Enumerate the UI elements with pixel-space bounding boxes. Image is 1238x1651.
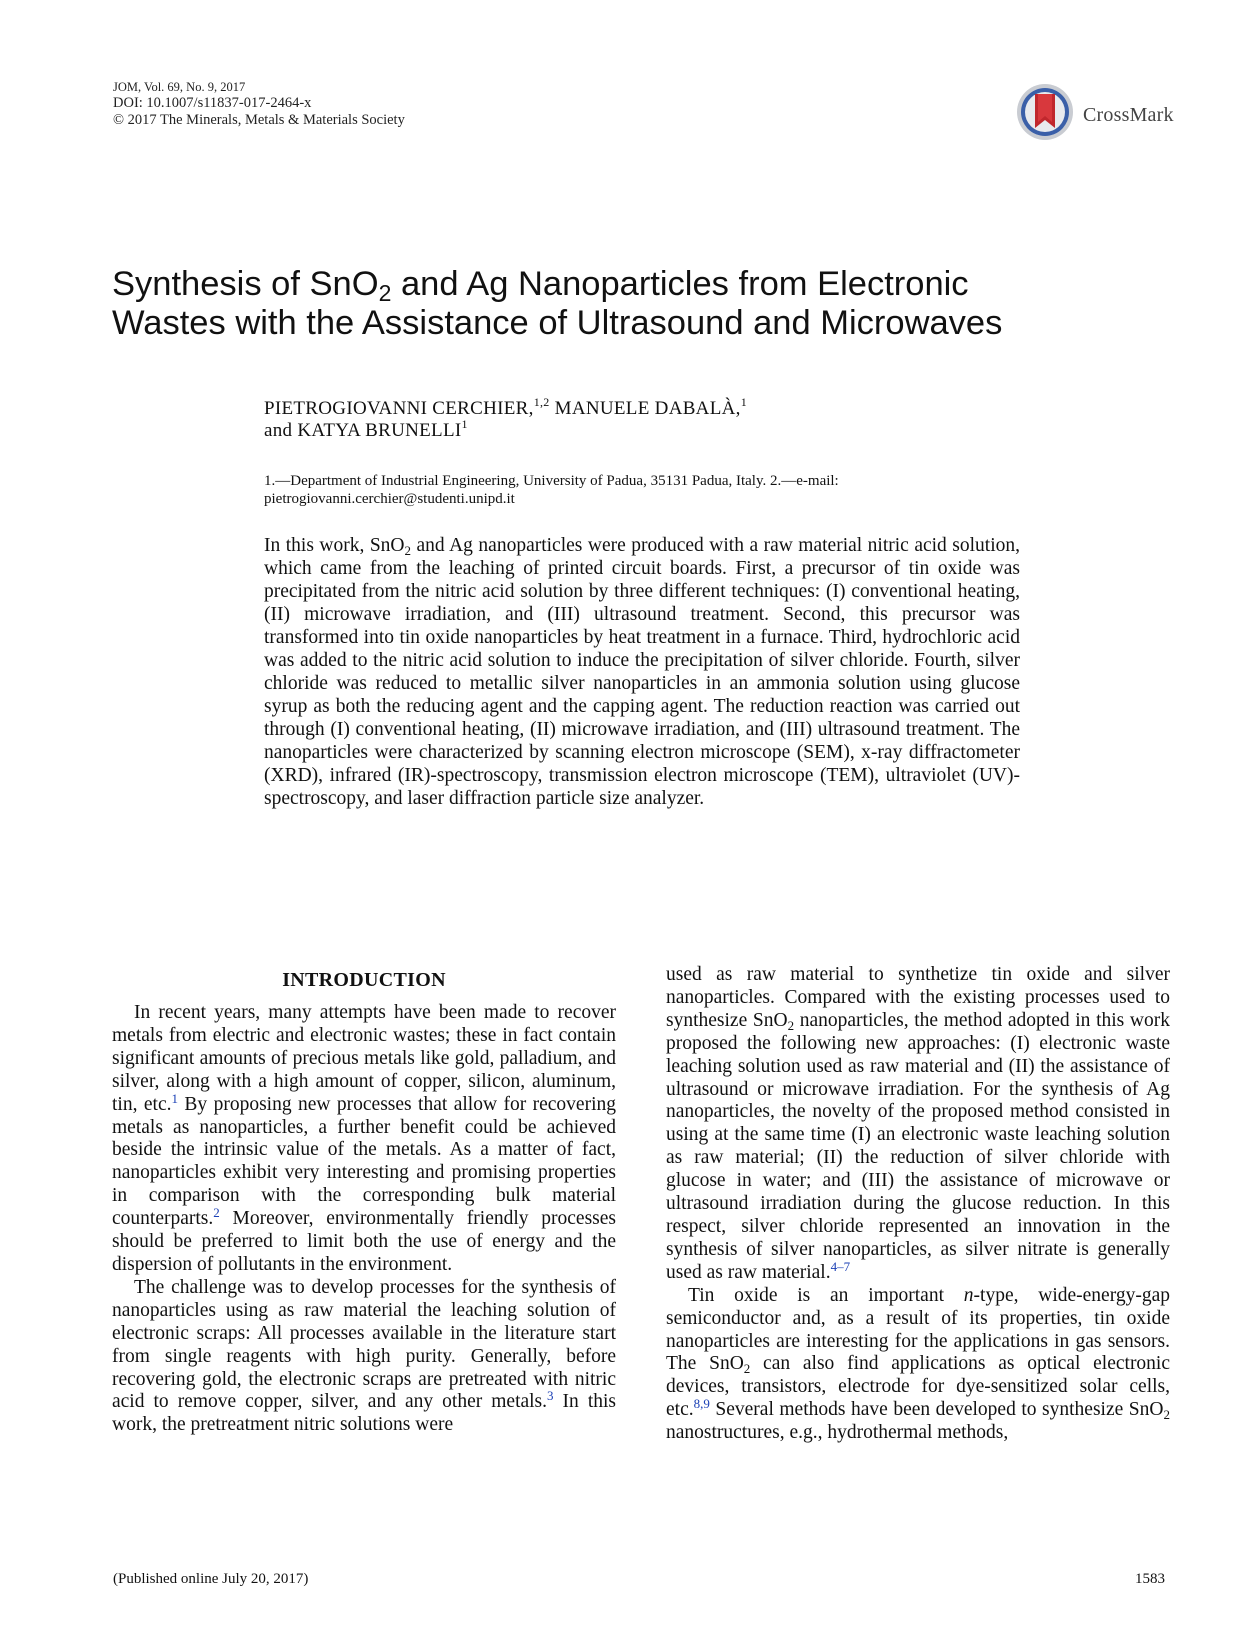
citation-link[interactable]: 8,9 bbox=[693, 1396, 710, 1412]
paper-title bbox=[112, 265, 1152, 343]
abstract-text: and Ag nanoparticles were produced with a raw material nitric acid solution, which came from the leaching of printed circuit boards. First, a precursor of tin oxide was precipitated from the nitric acid solution by three different techniques: (I) conventional heating, (II) microwave irradiation, and (III) ultrasound treatment. Second, this precursor was transformed into tin oxide nanoparticles by heat treatment in a furnace. Third, hydrochloric acid was added to the nitric acid solution to induce the precipitation of silver chloride. Fourth, silver chloride was reduced to metallic silver nanoparticles in an ammonia solution using glucose syrup as both the reducing agent and the capping agent. The reduction reaction was carried out through (I) conventional heating, (II) microwave irradiation, and (III) ultrasound treatment. The nanoparticles were characterized by scanning electron microscope (SEM), x-ray diffractometer (XRD), infrared (IR)-spectroscopy, transmission electron microscope (TEM), ultraviolet (UV)-spectroscopy, and laser diffraction particle size analyzer. bbox=[264, 535, 1021, 809]
text-run: Several methods have been developed to synthesize SnO bbox=[709, 1399, 1164, 1421]
column-right bbox=[666, 964, 1170, 1445]
title-part: Synthesis of SnO bbox=[112, 265, 379, 303]
text-run: Moreover, environmentally friendly processes should be preferred to limit both the use of energy and the dispersion of pollutants in the environment. bbox=[112, 1208, 616, 1275]
section-heading: INTRODUCTION bbox=[282, 969, 446, 991]
abstract-text: In this work, SnO bbox=[264, 535, 405, 556]
title-line-2: Wastes with the Assistance of Ultrasound and Microwaves bbox=[112, 304, 1003, 342]
author-name: PIETROGIOVANNI CERCHIER, bbox=[264, 398, 534, 419]
copyright: © 2017 The Minerals, Metals & Materials Society bbox=[113, 112, 405, 128]
published-date: (Published online July 20, 2017) bbox=[113, 1571, 309, 1587]
crossmark-icon bbox=[1015, 82, 1077, 142]
author-affil-mark: 1 bbox=[740, 395, 747, 409]
page-number: 1583 bbox=[1135, 1571, 1165, 1587]
crossmark-label: CrossMark bbox=[1083, 104, 1174, 126]
column-left bbox=[112, 968, 616, 1437]
abstract bbox=[264, 534, 1020, 810]
text-run: nanostructures, e.g., hydrothermal methods, bbox=[666, 1422, 1009, 1444]
text-run: used as raw material to synthetize tin oxide and silver nanoparticles. Compared with the existing processes used to synthesize SnO bbox=[666, 964, 1170, 1031]
subscript: 2 bbox=[404, 543, 412, 558]
title-part: and Ag Nanoparticles from Electronic bbox=[391, 265, 969, 303]
affiliations bbox=[264, 472, 1024, 508]
text-run: can also find applications as optical electronic devices, transistors, electrode for dye-sensitized solar cells, etc. bbox=[666, 1353, 1171, 1421]
subscript: 2 bbox=[787, 1017, 795, 1033]
italic-text: n bbox=[963, 1284, 974, 1306]
journal-citation: JOM, Vol. 69, No. 9, 2017 bbox=[113, 80, 246, 94]
email-link[interactable]: pietrogiovanni.cerchier@studenti.unipd.it bbox=[264, 491, 515, 507]
text-run: By proposing new processes that allow for recovering metals as nanoparticles, a further benefit could be achieved beside the intrinsic value of the metals. As a matter of fact, nanoparticles exhibit very interesting and promising properties in comparison with the corresponding bulk material counterparts. bbox=[112, 1093, 616, 1230]
citation-link[interactable]: 2 bbox=[213, 1205, 220, 1221]
text-run: Tin oxide is an important bbox=[688, 1284, 964, 1306]
subscript: 2 bbox=[1163, 1407, 1170, 1423]
title-subscript: 2 bbox=[378, 280, 392, 306]
author-affil-mark: 1 bbox=[461, 417, 468, 431]
affiliation-line: 1.—Department of Industrial Engineering, University of Padua, 35131 Padua, Italy. 2.—e-mail: bbox=[264, 473, 839, 489]
citation-link[interactable]: 1 bbox=[171, 1090, 178, 1106]
text-run: In this work, the pretreatment nitric solutions were bbox=[112, 1391, 616, 1436]
paragraph bbox=[112, 1277, 616, 1437]
author-name: MANUELE DABALÀ, bbox=[549, 398, 741, 419]
text-run: -type, wide-energy-gap semiconductor and, as a result of its properties, tin oxide nanoparticles are interesting for the applications in gas sensors. The SnO bbox=[666, 1284, 1170, 1375]
citation-link[interactable]: 4–7 bbox=[830, 1258, 851, 1274]
citation-link[interactable]: 3 bbox=[547, 1388, 554, 1404]
subscript: 2 bbox=[743, 1361, 751, 1377]
paragraph bbox=[666, 964, 1170, 1285]
text-run: The challenge was to develop processes for the synthesis of nanoparticles using as raw material the leaching solution of electronic scraps: All processes available in the literature start from single reagents with high purity. Generally, before recovering gold, the electronic scraps are pretreated with nitric acid to remove copper, silver, and any other metals. bbox=[112, 1276, 616, 1413]
author-list bbox=[264, 395, 1064, 442]
author-name: and KATYA BRUNELLI bbox=[264, 420, 462, 441]
paragraph bbox=[112, 1002, 616, 1277]
doi[interactable]: DOI: 10.1007/s11837-017-2464-x bbox=[113, 95, 312, 111]
crossmark-badge[interactable] bbox=[1015, 82, 1175, 142]
author-affil-mark: 1,2 bbox=[533, 395, 550, 409]
journal-meta bbox=[113, 80, 573, 129]
text-run: In recent years, many attempts have been made to recover metals from electric and electronic wastes; these in fact contain significant amounts of precious metals like gold, palladium, and silver, along with a high amount of copper, silicon, aluminum, tin, etc. bbox=[112, 1002, 616, 1115]
text-run: nanoparticles, the method adopted in this work proposed the following new approaches: (I) electronic waste leaching solution used as raw material and (II) the assistance of ultrasound or microwave irradiation. For the synthesis of Ag nanoparticles, the novelty of the proposed method consisted in using at the same time (I) an electronic waste leaching solution as raw material; (II) the reduction of silver chloride with glucose in water; and (III) the assistance of microwave or ultrasound irradiation during the glucose reduction. In this respect, silver chloride represented an innovation in the synthesis of silver nanoparticles, as silver nitrate is generally used as raw material. bbox=[666, 1009, 1171, 1283]
paragraph bbox=[666, 1285, 1170, 1445]
